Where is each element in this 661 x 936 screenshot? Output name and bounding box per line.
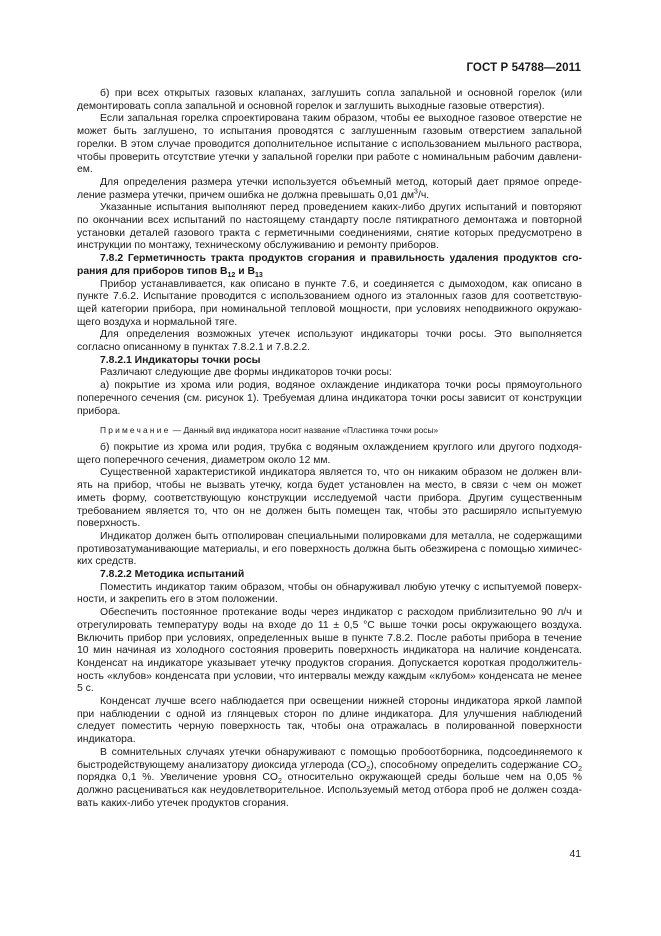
page-number: 41 <box>569 849 581 860</box>
text-segment: и B <box>235 265 255 277</box>
paragraph-form-a: а) покрытие из хрома или родия, водяное охлаждение индикатора точки росы прямоугольного поперечного сечения (см. рисунок 1). Требуемая длина индикатора точки росы зависит от конструкции прибора. <box>77 380 582 417</box>
paragraph-dew-point-usage: Для определения возможных утечек используют индикаторы точки росы. Это выполняется согласно описанному в пунктах 7.8.2.1 и 7.8.2.2. <box>77 329 582 354</box>
paragraph-indicator-polish: Индикатор должен быть отполирован специальными полировками для металла, не содержащими противозатуманивающие материалы, и его поверхность должна быть обезжирена с помощью химических средств. <box>77 530 582 568</box>
paragraph-condensate-observation: Конденсат лучше всего наблюдается при освещении нижней стороны индикатора яркой лампой при наблюдении с одной из глянцевых сторон по длине индикатора. Для улучшения наблюдений следует поместить черную поверхность так, чтобы она отражалась в полированной поверхности индикатора. <box>77 696 582 746</box>
text-segment: /ч. <box>417 189 430 201</box>
subscript: 2 <box>578 765 582 773</box>
document-body <box>77 88 582 810</box>
subscript: 12 <box>227 271 236 279</box>
text-segment: ), способному определить содержание CO <box>370 759 579 771</box>
paragraph-water-flow: Обеспечить постоянное протекание воды через индикатор с расходом приблизительно 90 л/ч и отрегулировать температуру воды на входе до 11 ± 0,5 °С выше точки росы окружающего воздуха. Включить прибор при условиях, определенных выше в пункте 7.8.2. После работы прибора в течение 10 мин начиная из холодного состояния проверить поверхность индикатора на наличие конденсата. Конденсат на индикаторе указывает утечку продуктов сгорания. Допускается короткая продолжительность «клубов» конденсата при условии, что интервалы между каждым «клубом» конденсата не менее 5 с. <box>77 607 582 695</box>
paragraph-leak-measure <box>77 177 582 202</box>
paragraph-place-indicator: Поместить индикатор таким образом, чтобы он обнаруживал любую утечку с испытуемой поверхности, и закрепить его в этом положении. <box>77 581 582 606</box>
text-segment: В сомнительных случаях утечки обнаруживают с помощью пробоотборника, подсоединяемого к быстродействующему анализатору диоксида углерода (CO <box>77 746 582 771</box>
section-heading-7-8-2-2: 7.8.2.2 Методика испытаний <box>100 569 245 581</box>
paragraph-test-order: Указанные испытания выполняют перед проведением каких-либо других испытаний и повторяют по окончании всех испытаний по настоящему стандарту после пятикратного демонтажа и повторной установки деталей газового тракта с герметичными соединениями, снятие которых предусмотрено в инструкции по монтажу, техническому обслуживанию и ремонту приборов. <box>77 202 582 252</box>
paragraph-form-b: б) покрытие из хрома или родия, трубка с водяным охлаждением круглого или другого подходящего поперечного сечения, диаметром около 12 мм. <box>77 441 582 466</box>
paragraph-installation: Прибор устанавливается, как описано в пункте 7.6, и соединяется с дымоходом, как описано в пункте 7.6.2. Испытание проводится с использованием одного из эталонных газов для соответствующей категории прибора, при номинальной тепловой мощности, при условиях неподвижного окружающего воздуха и нормальной тяге. <box>77 278 582 328</box>
note-label: Примечание <box>100 425 171 436</box>
note-paragraph <box>77 424 582 437</box>
note-text: — Данный вид индикатора носит название «Пластинка точки росы» <box>170 425 439 436</box>
document-header: ГОСТ Р 54788—2011 <box>466 62 581 74</box>
text-segment: относительно окружающей среды больше чем на 0,05 % должно расцениваться как неудовлетворительное. Используемый метод отбора проб не должен создавать каких-либо утечек продуктов сгорания. <box>77 772 583 809</box>
paragraph-b-gas-valves: б) при всех открытых газовых клапанах, заглушить сопла запальной и основной горелок (или демонтировать сопла запальной и основной горелок и заглушить выходные газовые отверстия). <box>77 88 582 112</box>
text-segment: 7.8.2 Герметичность тракта продуктов сгорания и правильность удаления продуктов сгорания для приборов типов B <box>77 253 582 277</box>
paragraph-pilot-burner: Если запальная горелка спроектирована таким образом, чтобы ее выходное газовое отверстие не может быть заглушено, то испытания проводятся с заглушенным газовым отверстием запальной горелки. В этом случае проводится дополнительное испытание с использованием мыльного раствора, чтобы проверить отсутствие утечки у запальной горелки при работе с номинальным рабочим давлением. <box>77 113 582 176</box>
paragraph-two-forms: Различают следующие две формы индикаторов точки росы: <box>100 367 392 379</box>
subscript: 2 <box>277 778 282 786</box>
text-segment: Для определения размера утечки используется объемный метод, который дает прямое определение размера утечки, причем ошибка не должна превышать 0,01 дм <box>77 176 582 201</box>
section-heading-7-8-2-1: 7.8.2.1 Индикаторы точки росы <box>100 354 261 366</box>
superscript: 3 <box>414 188 418 196</box>
subscript: 13 <box>254 271 263 279</box>
section-heading-7-8-2 <box>77 253 582 278</box>
paragraph-indicator-characteristic: Существенной характеристикой индикатора является то, что он никаким образом не должен влиять на прибор, чтобы не вызвать утечку, когда будет установлен на место, в связи с чем он может иметь форму, соответствующую конструкции исследуемой части прибора. Другим существенным требованием является то, что он не должен быть помещен так, чтобы это расширяло испытуемую поверхность. <box>77 467 582 530</box>
text-segment: порядка 0,1 %. Увеличение уровня CO <box>77 772 278 784</box>
paragraph-co2-analysis <box>77 747 582 811</box>
subscript: 2 <box>366 765 371 773</box>
